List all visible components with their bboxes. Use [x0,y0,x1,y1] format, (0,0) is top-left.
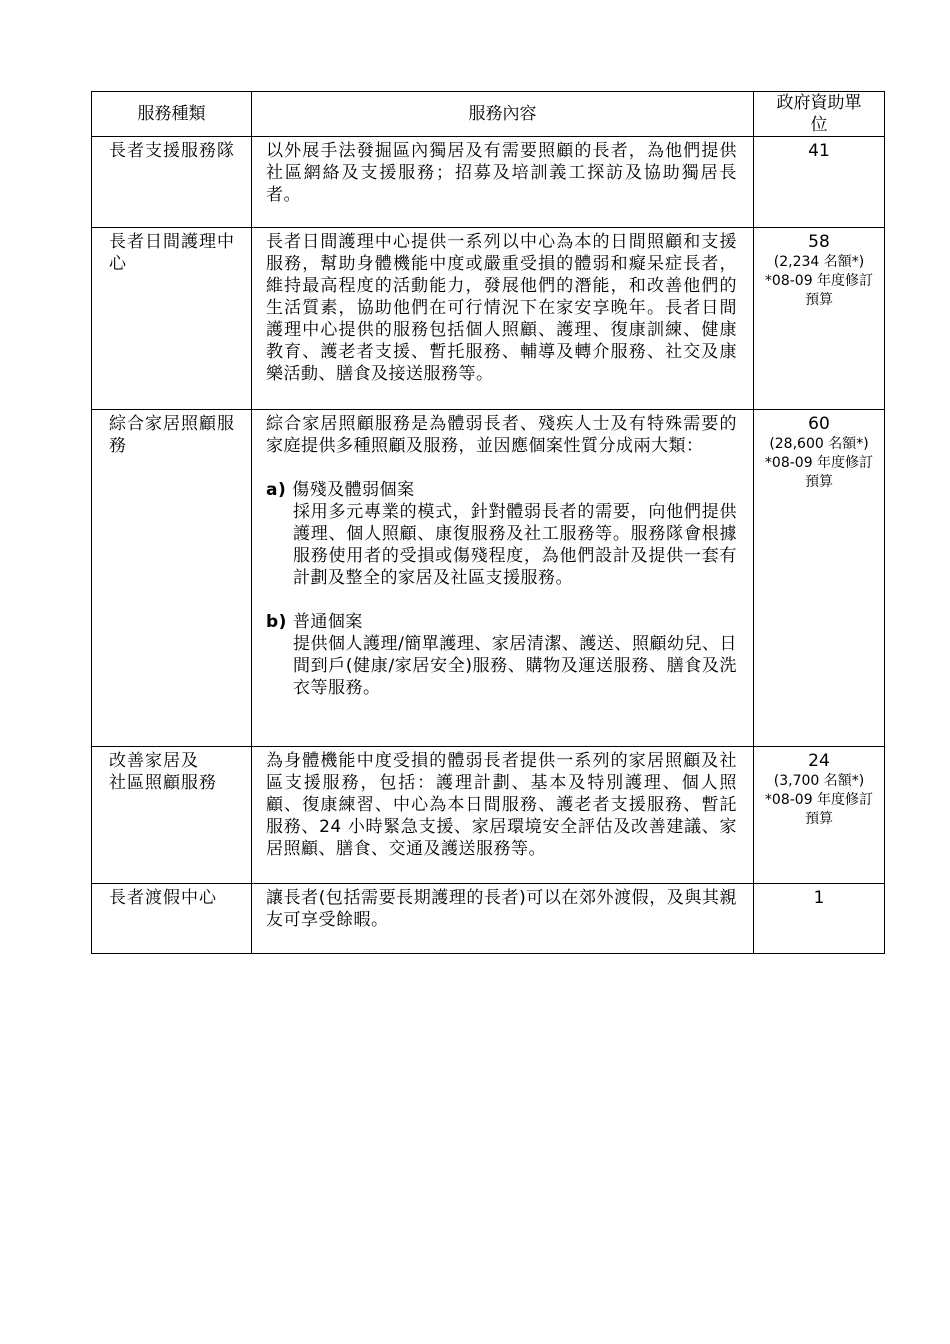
budget-note: *08-09 年度修訂預算 [764,273,874,308]
category-a [266,479,737,589]
category-a-title: 傷殘及體弱個案 [292,480,415,500]
places-note: (3,700 名額*) [773,773,865,789]
header-service-content: 服務內容 [252,92,754,137]
category-b [266,611,737,699]
header-row [92,92,885,137]
funded-units-cell [754,228,885,410]
service-content-cell: 以外展手法發掘區內獨居及有需要照顧的長者，為他們提供社區網絡及支援服務；招募及培訓義工探訪及協助獨居長者。 [252,137,754,228]
service-type-cell: 長者支援服務隊 [92,137,252,228]
service-type-line1: 改善家居及 [109,751,199,771]
table-row [92,137,885,228]
header-funded-units [754,92,885,137]
budget-note: *08-09 年度修訂預算 [764,792,874,827]
service-type-cell [92,747,252,884]
category-b-title: 普通個案 [292,612,363,632]
funded-units-cell [754,410,885,747]
funded-units-cell [754,884,885,954]
budget-note: *08-09 年度修訂預算 [764,455,874,490]
category-a-body: 採用多元專業的模式，針對體弱長者的需要，向他們提供護理、個人照顧、康復服務及社工服務等。服務隊會根據服務使用者的受損或傷殘程度，為他們設計及提供一套有計劃及整全的家居及社區支援服務。 [293,502,737,588]
service-content-cell: 為身體機能中度受損的體弱長者提供一系列的家居照顧及社區支援服務，包括：護理計劃、基本及特別護理、個人照顧、復康練習、中心為本日間服務、護老者支援服務、暫託服務、24 小時緊急支援、家居環境安全評估及改善建議、家居照顧、膳食、交通及護送服務等。 [252,747,754,884]
places-note: (28,600 名額*) [769,436,869,452]
header-service-type: 服務種類 [92,92,252,137]
table-row [92,747,885,884]
service-content-cell: 讓長者(包括需要長期護理的長者)可以在郊外渡假，及與其親友可享受餘暇。 [252,884,754,954]
table-row [92,884,885,954]
table-row [92,228,885,410]
funded-units-value: 24 [808,751,830,771]
service-type-cell: 長者渡假中心 [92,884,252,954]
category-b-label: b) [266,612,287,632]
places-note: (2,234 名額*) [773,254,865,270]
category-b-body: 提供個人護理/簡單護理、家居清潔、護送、照顧幼兒、日間到戶(健康/家居安全)服務、購物及運送服務、膳食及洗衣等服務。 [293,634,737,698]
service-type-cell: 綜合家居照顧服務 [92,410,252,747]
funded-units-cell [754,137,885,228]
funded-units-cell [754,747,885,884]
funded-units-value: 58 [808,232,830,252]
funded-units-value: 41 [808,141,830,161]
service-type-cell: 長者日間護理中心 [92,228,252,410]
header-funded-units-label: 政府資助單位 [776,93,862,135]
service-type-line2: 社區照顧服務 [109,773,217,793]
funded-units-value: 1 [813,888,825,908]
category-a-label: a) [266,480,287,500]
table-row [92,410,885,747]
service-content-cell [252,410,754,747]
service-content-cell: 長者日間護理中心提供一系列以中心為本的日間照顧和支援服務，幫助身體機能中度或嚴重受損的體弱和癡呆症長者，維持最高程度的活動能力，發展他們的潛能，和改善他們的生活質素，協助他們在可行情況下在家安享晚年。長者日間護理中心提供的服務包括個人照顧、護理、復康訓練、健康教育、護老者支援、暫托服務、輔導及轉介服務、社交及康樂活動、膳食及接送服務等。 [252,228,754,410]
service-content-intro: 綜合家居照顧服務是為體弱長者、殘疾人士及有特殊需要的家庭提供多種照顧及服務，並因應個案性質分成兩大類： [266,414,737,456]
services-table [91,91,885,954]
funded-units-value: 60 [808,414,830,434]
